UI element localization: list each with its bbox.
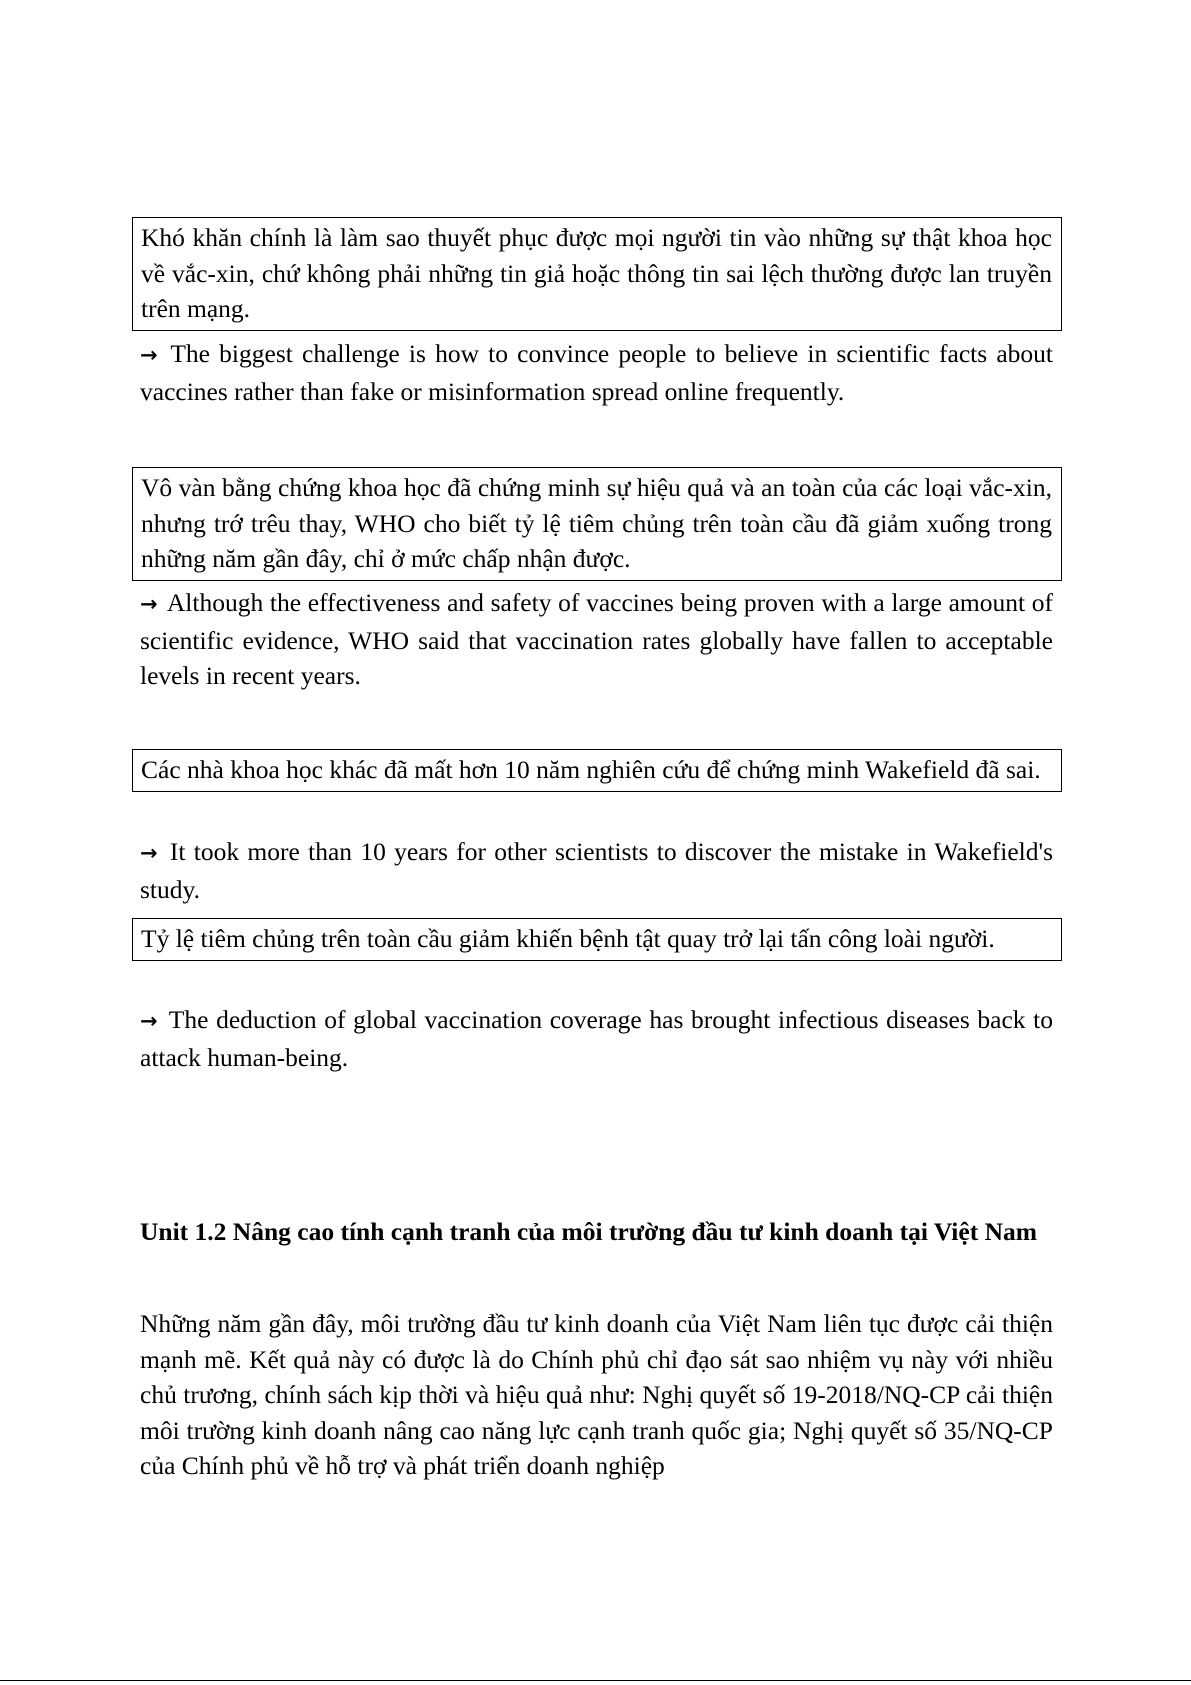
arrow-right-icon: →: [140, 343, 158, 367]
english-translation: [140, 834, 1053, 907]
vietnamese-sentence-box: [132, 217, 1062, 331]
page-bottom-rule: [0, 1680, 1191, 1681]
arrow-right-icon: →: [140, 841, 158, 865]
english-translation: [140, 1002, 1053, 1075]
english-sentence: Although the effectiveness and safety of vaccines being proven with a large amount of scientific evidence, WHO said that vaccination rates globally have fallen to acceptable levels in recent years.: [140, 588, 1053, 690]
vietnamese-sentence-box: [132, 467, 1062, 581]
english-translation: [140, 336, 1053, 409]
vietnamese-sentence-box: [132, 749, 1062, 792]
english-sentence: The biggest challenge is how to convince people to believe in scientific facts about vaccines rather than fake or misinformation spread online frequently.: [140, 339, 1054, 406]
vietnamese-sentence: Tỷ lệ tiêm chủng trên toàn cầu giảm khiến bệnh tật quay trở lại tấn công loài người.: [141, 924, 995, 953]
english-translation: [140, 585, 1053, 694]
vietnamese-sentence: Các nhà khoa học khác đã mất hơn 10 năm nghiên cứu để chứng minh Wakefield đã sai.: [141, 755, 1041, 784]
vietnamese-sentence: Khó khăn chính là làm sao thuyết phục được mọi người tin vào những sự thật khoa học về vắc-xin, chứ không phải những tin giả hoặc thông tin sai lệch thường được lan truyền trên mạng.: [141, 223, 1052, 323]
arrow-right-icon: →: [140, 592, 158, 616]
vietnamese-sentence-box: [132, 918, 1062, 961]
english-sentence: The deduction of global vaccination coverage has brought infectious diseases back to attack human-being.: [140, 1005, 1053, 1072]
body-paragraph: Những năm gần đây, môi trường đầu tư kinh doanh của Việt Nam liên tục được cải thiện mạnh mẽ. Kết quả này có được là do Chính phủ chỉ đạo sát sao nhiệm vụ này với nhiều chủ trương, chính sách kịp thời và hiệu quả như: Nghị quyết số 19-2018/NQ-CP cải thiện môi trường kinh doanh nâng cao năng lực cạnh tranh quốc gia; Nghị quyết số 35/NQ-CP của Chính phủ về hỗ trợ và phát triển doanh nghiệp: [140, 1309, 1053, 1480]
english-sentence: It took more than 10 years for other scientists to discover the mistake in Wakefield's study.: [140, 837, 1054, 904]
arrow-right-icon: →: [140, 1009, 158, 1033]
section-heading: Unit 1.2 Nâng cao tính cạnh tranh của môi trường đầu tư kinh doanh tại Việt Nam: [140, 1217, 1037, 1246]
vietnamese-sentence: Vô vàn bằng chứng khoa học đã chứng minh sự hiệu quả và an toàn của các loại vắc-xin, nhưng trớ trêu thay, WHO cho biết tỷ lệ tiêm chủng trên toàn cầu đã giảm xuống trong những năm gần đây, chỉ ở mức chấp nhận được.: [141, 473, 1052, 573]
